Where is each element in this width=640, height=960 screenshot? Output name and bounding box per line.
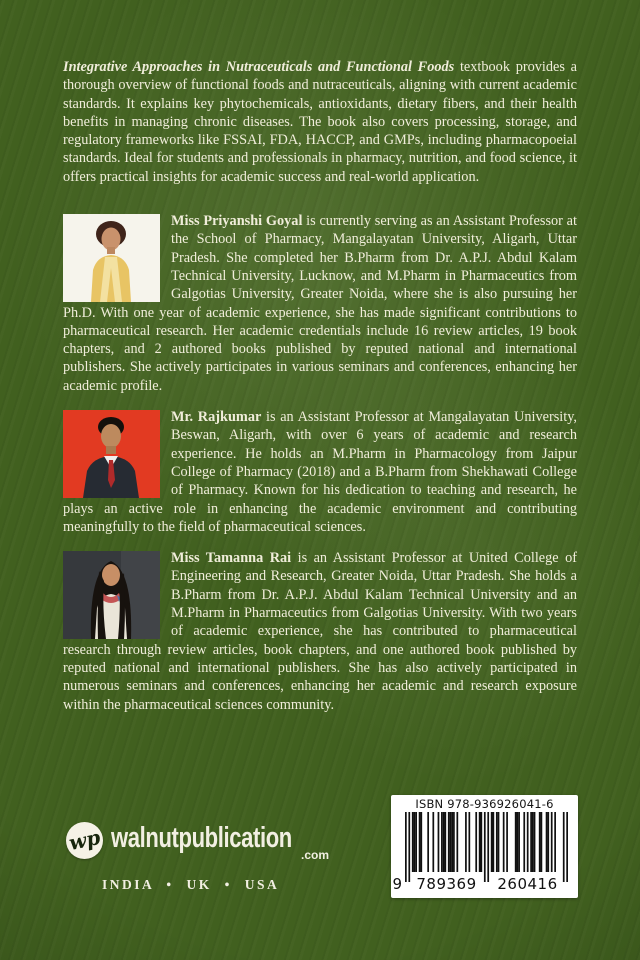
author-photo-priyanshi-goyal (63, 214, 160, 302)
wp-monogram-text: wp (66, 825, 103, 855)
author-name: Miss Priyanshi Goyal (171, 213, 303, 230)
author-photo-tamanna-rai (63, 551, 160, 639)
isbn-label: ISBN 978-936926041-6 (415, 797, 554, 811)
intro-text: textbook provides a thorough overview of functional foods and nutraceuticals, aligning with current academic standards. It explains key phytochemicals, antioxidants, dietary fibers, and their health benefits in managing chronic diseases. The book also covers processing, storage, and regulatory frameworks like FSSAI, FDA, HACCP, and GMPs, including pharmacopoeial standards. Ideal for students and professionals in pharmacy, nutrition, and food science, it offers practical insights for academic success and real-world application. (63, 59, 577, 185)
man-portrait-icon (63, 410, 160, 498)
author-photo-rajkumar (63, 410, 160, 498)
author-name: Mr. Rajkumar (171, 409, 262, 426)
author-bio-text: is an Assistant Professor at United College of Engineering and Research, Greater Noida, Uttar Pradesh. She holds a B.Pharm from Dr. A.P.J. Abdul Kalam Technical University and an M.Pharm in Pharmaceutics from Galgotias University. With two years of academic experience, she has contributed to pharmaceutical research through review articles, book chapters, and one authored book published by reputed national and international publishers. She has also actively participated in numerous seminars and conferences, enhancing her academic and research exposure within the pharmaceutical sciences community. (63, 550, 577, 713)
barcode-digits-group2: 260416 (497, 875, 558, 893)
barcode-digits-group1: 789369 (416, 875, 477, 893)
barcode-digit-left: 9 (392, 875, 403, 893)
wp-monogram-icon (66, 822, 103, 859)
author-bio-text: is currently serving as an Assistant Professor at the School of Pharmacy, Mangalayatan University, Aligarh, Uttar Pradesh. She completed her B.Pharm from Dr. A.P.J. Abdul Kalam Technical University, Lucknow, and M.Pharm in Pharmaceutics from Galgotias University, Greater Noida, where she is also pursuing her Ph.D. With one year of academic experience, she has made significant contributions to pharmaceutical research. Her academic credentials include 16 review articles, 19 book chapters, and 2 authored books published by reputed national and international publishers. She actively participates in various seminars and conferences, enhancing her academic profile. (63, 213, 577, 394)
publisher-wordmark: walnutpublication (111, 822, 292, 854)
author-bio-priyanshi-goyal (63, 212, 577, 395)
ean-barcode-icon (405, 812, 568, 882)
cover-content (63, 58, 577, 727)
author-bio-rajkumar (63, 408, 577, 536)
publisher-domain: .com (300, 848, 329, 862)
publisher-logo-row (66, 820, 329, 862)
book-title: Integrative Approaches in Nutraceuticals and Functional Foods (63, 59, 455, 75)
woman-portrait-icon (63, 551, 160, 639)
author-bio-text: is an Assistant Professor at Mangalayatan University, Beswan, Aligarh, with over 6 years of academic and research experience. He holds an M.Pharm in Pharmacology from Jaipur College of Pharmacy (2018) and a B.Pharm from Shekhawati College of Pharmacy. Known for his dedication to teaching and research, he plays an active role in enhancing the academic environment and contributing meaningfully to the field of pharmaceutical sciences. (63, 409, 578, 535)
barcode (391, 795, 578, 898)
author-name: Miss Tamanna Rai (171, 550, 292, 567)
woman-portrait-icon (63, 214, 160, 302)
intro-paragraph (63, 58, 577, 186)
publisher-logo (66, 820, 329, 893)
author-bio-tamanna-rai (63, 549, 577, 714)
publisher-regions: INDIA • UK • USA (102, 877, 280, 892)
publisher-wordmark-wrap (111, 820, 329, 862)
